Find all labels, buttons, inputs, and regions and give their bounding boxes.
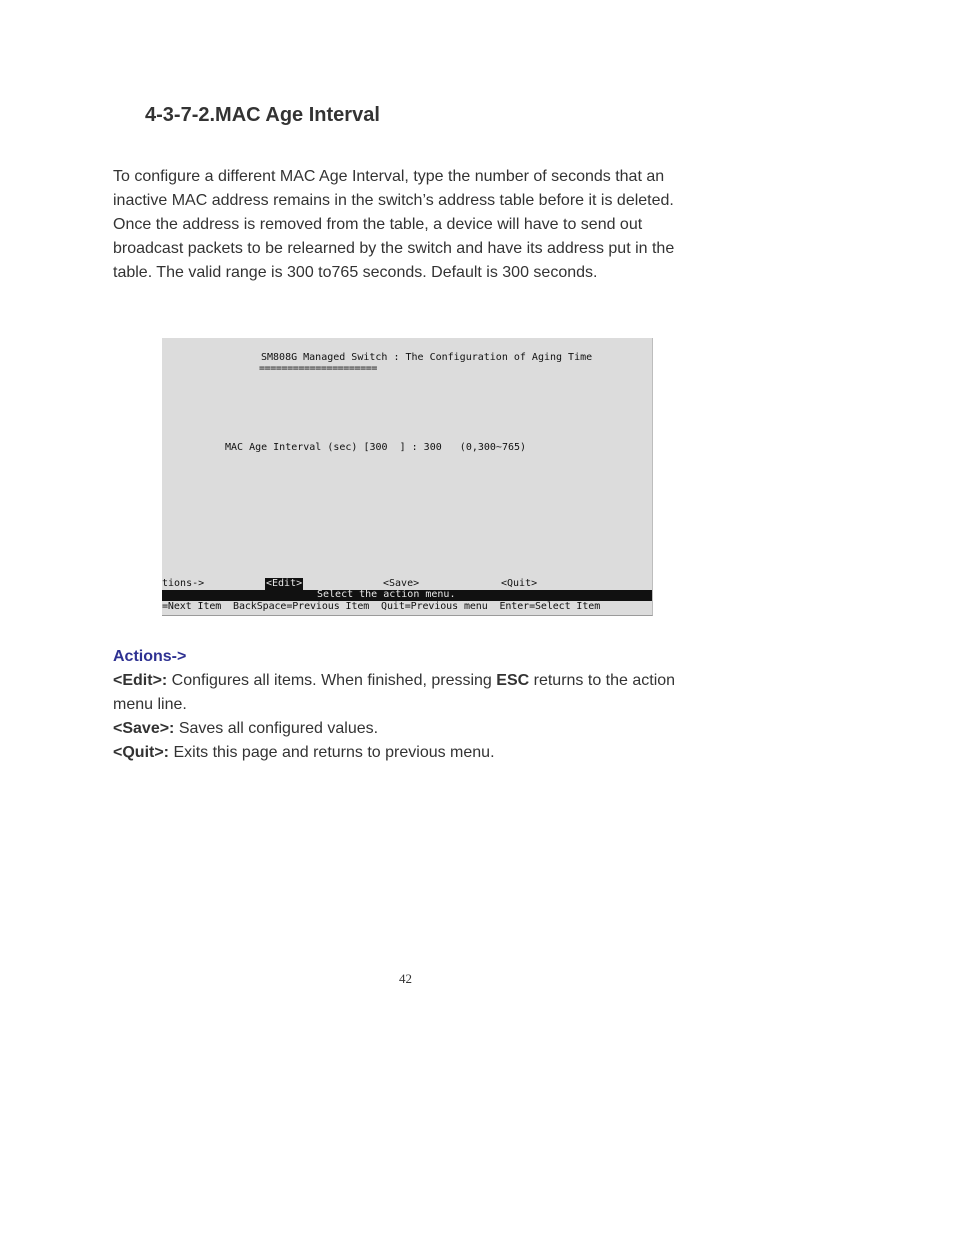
- intro-paragraph: To configure a different MAC Age Interval, type the number of seconds that an inactive MAC address remains in the switch’s address table before it is deleted. Once the address is removed from the table, a device will have to send out broadcast packets to be relearned by the switch and have its address put in the table. The valid range is 300 to765 seconds. Default is 300 seconds.: [113, 168, 675, 281]
- edit-desc-part2: returns to the action menu line.: [113, 672, 676, 713]
- terminal-actions-label: tions->: [162, 578, 205, 589]
- quit-description: [113, 741, 713, 765]
- terminal-screenshot: [162, 338, 653, 616]
- mac-age-interval-field: MAC Age Interval (sec) [300 ] : 300 (0,300~765): [225, 442, 527, 453]
- terminal-edit-action: <Edit>: [266, 578, 303, 589]
- actions-title: Actions->: [113, 648, 187, 665]
- terminal-help-line: =Next Item BackSpace=Previous Item Quit=Previous menu Enter=Select Item: [162, 601, 601, 612]
- save-desc: Saves all configured values.: [174, 720, 379, 737]
- terminal-title-underline: =====================: [259, 363, 378, 374]
- section-heading: 4-3-7-2.MAC Age Interval: [145, 104, 380, 126]
- edit-description: [113, 669, 713, 717]
- terminal-save-action: <Save>: [383, 578, 420, 589]
- save-key: <Save>:: [113, 720, 175, 737]
- terminal-quit-action: <Quit>: [501, 578, 538, 589]
- edit-desc-part1: Configures all items. When finished, pressing: [167, 672, 497, 689]
- esc-key: ESC: [496, 672, 530, 689]
- edit-key: <Edit>:: [113, 672, 168, 689]
- page-number: 42: [399, 971, 412, 986]
- quit-desc: Exits this page and returns to previous menu.: [169, 744, 495, 761]
- terminal-title: SM808G Managed Switch : The Configuration of Aging Time: [261, 352, 593, 363]
- terminal-status-text: Select the action menu.: [317, 589, 456, 600]
- save-description: [113, 717, 713, 741]
- actions-section: [113, 645, 713, 765]
- quit-key: <Quit>:: [113, 744, 170, 761]
